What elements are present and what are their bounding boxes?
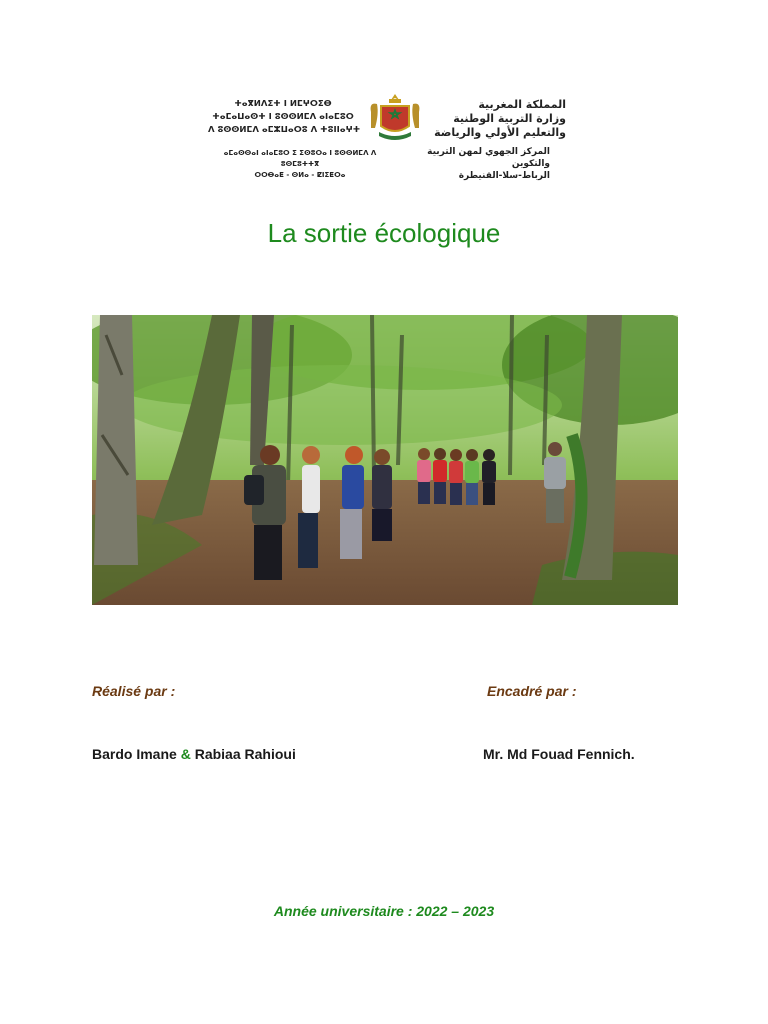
arabic-sub-line: الرباط-سلا-القنيطرة xyxy=(458,171,550,181)
encadre-par-label: Encadré par : xyxy=(487,683,577,699)
authors xyxy=(92,746,296,762)
academic-year: Année universitaire : 2022 – 2023 xyxy=(273,903,495,919)
tifinagh-line: ⵜⴰⴳⵍⴷⵉⵜ ⵏ ⵍⵎⵖⵔⵉⴱ xyxy=(234,99,332,109)
forest-scene-image xyxy=(92,315,678,605)
tifinagh-center-name xyxy=(210,148,390,181)
arabic-line: المملكة المغربية xyxy=(478,98,566,111)
forest-field-trip-photo xyxy=(92,315,678,605)
realise-par-label: Réalisé par : xyxy=(92,683,176,699)
institution-header xyxy=(200,88,570,181)
tifinagh-sub-line: ⵔⵔⴱⴰⵟ - ⵙⵍⴰ - ⵇⵏⵉⵟⵔⴰ xyxy=(254,171,346,179)
tifinagh-sub-line: ⴰⵎⴰⵙⵙⴰⵏ ⴰⵏⴰⵎⵓⵔ ⵉ ⵉⵙⵓⵔⴰ ⵏ ⵓⵙⵙⵍⵎⴷ ⴷ ⵓⵙⵎⵓⵜⵜⴳ xyxy=(223,149,377,168)
arabic-line: والتعليم الأولي والرياضة xyxy=(434,126,566,139)
tifinagh-ministry-name xyxy=(208,98,361,137)
document-title: La sortie écologique xyxy=(267,218,501,248)
tifinagh-line: ⴷ ⵓⵙⵙⵍⵎⴷ ⴰⵎⵣⵡⴰⵔⵓ ⴷ ⵜⵓⵏⵏⴰⵖⵜ xyxy=(208,125,361,135)
ampersand: & xyxy=(180,746,191,762)
arabic-line: وزارة التربية الوطنية xyxy=(453,112,566,125)
supervisor-name: Mr. Md Fouad Fennich. xyxy=(483,746,635,762)
arabic-sub-line: المركز الجهوي لمهن التربية والتكوين xyxy=(427,147,550,169)
author-name: Rabiaa Rahioui xyxy=(194,746,296,762)
author-name: Bardo Imane xyxy=(92,746,177,762)
arabic-center-name xyxy=(390,146,550,182)
tifinagh-line: ⵜⴰⵎⴰⵡⴰⵙⵜ ⵏ ⵓⵙⵙⵍⵎⴷ ⴰⵏⴰⵎⵓⵔ xyxy=(212,112,354,122)
arabic-ministry-name xyxy=(416,98,566,140)
